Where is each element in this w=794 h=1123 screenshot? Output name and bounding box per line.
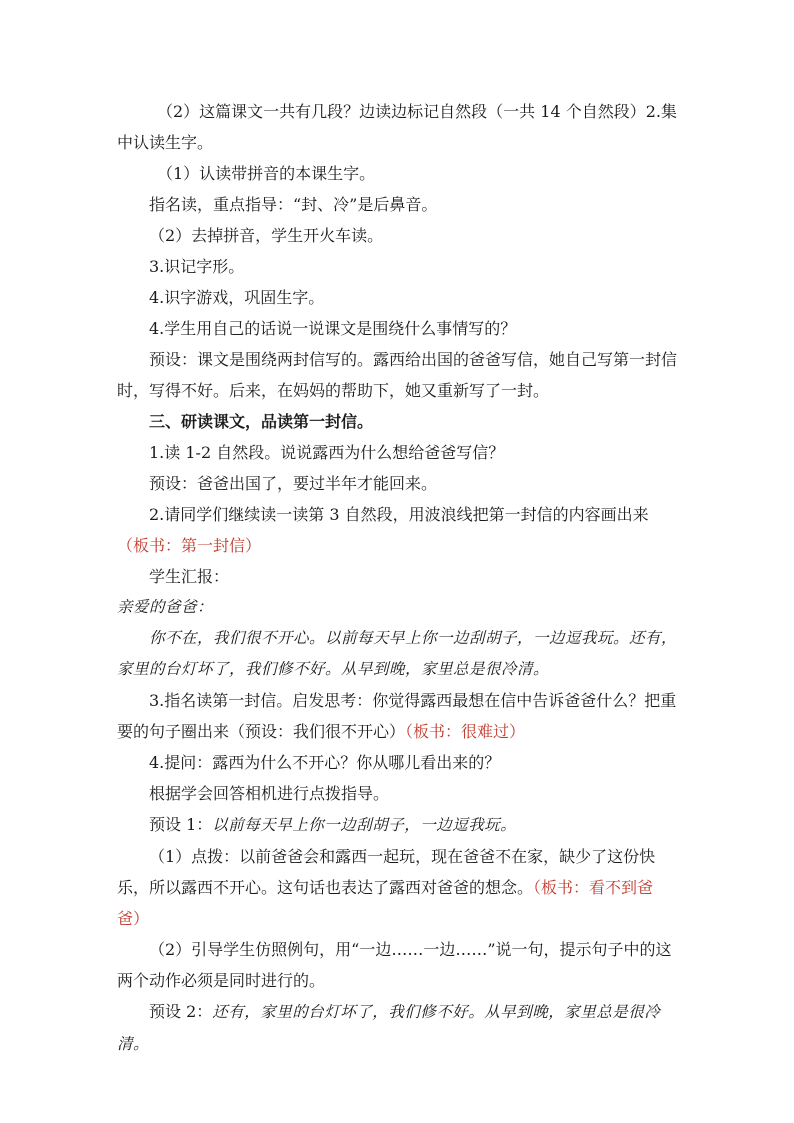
paragraph-text: 1.读 1-2 自然段。说说露西为什么想给爸爸写信？ bbox=[149, 443, 505, 462]
paragraph-text: （2）去掉拼音，学生开火车读。 bbox=[149, 226, 384, 245]
paragraph-question-sections bbox=[117, 96, 677, 158]
letter-body bbox=[117, 623, 677, 685]
paragraph-preset-two-letters bbox=[117, 344, 677, 406]
paragraph-text: 预设 1： bbox=[149, 815, 213, 834]
paragraph-text: 4.学生用自己的话说一说课文是围绕什么事情写的？ bbox=[149, 319, 517, 338]
paragraph-student-report bbox=[117, 561, 677, 592]
board-note: （板书：第一封信） bbox=[117, 536, 262, 555]
paragraph-text: （2）这篇课文一共有几段？边读边标记自然段（一共 14 个自然段）2.集中认读生字。 bbox=[117, 102, 677, 152]
letter-salutation bbox=[117, 592, 677, 623]
paragraph-read-1-2 bbox=[117, 437, 677, 468]
board-note: （板书：看不到爸爸） bbox=[117, 878, 654, 928]
paragraph-text: 预设：爸爸出国了，要过半年才能回来。 bbox=[149, 474, 438, 493]
section-heading-first-letter bbox=[117, 406, 677, 437]
document-page bbox=[117, 96, 677, 1060]
paragraph-guidance-answer bbox=[117, 778, 677, 809]
paragraph-remove-pinyin bbox=[117, 220, 677, 251]
quote-text: 还有，家里的台灯坏了，我们修不好。从早到晚，家里总是很冷清。 bbox=[117, 1003, 661, 1053]
paragraph-question-unhappy bbox=[117, 747, 677, 778]
paragraph-text: 预设 2： bbox=[149, 1002, 213, 1021]
board-note: （板书：很难过） bbox=[405, 722, 526, 741]
paragraph-text: （2）引导学生仿照例句，用“一边……一边……”说一句，提示句子中的这两个动作必须是同时进行的。 bbox=[117, 940, 672, 990]
heading-text: 三、研读课文，品读第一封信。 bbox=[149, 412, 374, 431]
letter-text: 你不在，我们很不开心。以前每天早上你一边刮胡子，一边逗我玩。还有，家里的台灯坏了，我们修不好。从早到晚，家里总是很冷清。 bbox=[117, 629, 678, 678]
paragraph-guidance bbox=[117, 189, 677, 220]
paragraph-text: （1）认读带拼音的本课生字。 bbox=[157, 164, 376, 183]
paragraph-imitate-sentence bbox=[117, 934, 677, 996]
paragraph-point-out bbox=[117, 841, 677, 934]
paragraph-preset-1 bbox=[117, 809, 677, 841]
paragraph-text: 根据学会回答相机进行点拨指导。 bbox=[149, 784, 390, 803]
paragraph-text: 3.识记字形。 bbox=[149, 257, 245, 276]
paragraph-own-words bbox=[117, 313, 677, 344]
paragraph-text: 2.请同学们继续读一读第 3 自然段，用波浪线把第一封信的内容画出来 bbox=[149, 505, 649, 524]
letter-text: 亲爱的爸爸： bbox=[117, 598, 214, 616]
paragraph-text: 预设：课文是围绕两封信写的。露西给出国的爸爸写信，她自己写第一封信时，写得不好。后来，在妈妈的帮助下，她又重新写了一封。 bbox=[117, 350, 678, 400]
paragraph-preset-abroad bbox=[117, 468, 677, 499]
paragraph-read-first-letter bbox=[117, 685, 677, 747]
paragraph-character-shape bbox=[117, 251, 677, 282]
paragraph-text: 学生汇报： bbox=[149, 567, 230, 586]
paragraph-read-pinyin bbox=[117, 158, 677, 189]
paragraph-text: 3.指名读第一封信。启发思考：你觉得露西最想在信中告诉爸爸什么？把重要的句子圈出来（预设：我们很不开心） bbox=[117, 691, 677, 741]
paragraph-text: 指名读，重点指导：“封、冷”是后鼻音。 bbox=[149, 195, 438, 214]
paragraph-read-section-3 bbox=[117, 499, 677, 561]
paragraph-text: 4.识字游戏，巩固生字。 bbox=[149, 288, 325, 307]
quote-text: 以前每天早上你一边刮胡子，一边逗我玩。 bbox=[212, 816, 517, 834]
paragraph-text: 4.提问：露西为什么不开心？你从哪儿看出来的？ bbox=[149, 753, 501, 772]
paragraph-character-game bbox=[117, 282, 677, 313]
paragraph-preset-2 bbox=[117, 996, 677, 1060]
paragraph-text: （1）点拨：以前爸爸会和露西一起玩，现在爸爸不在家，缺少了这份快乐，所以露西不开心。这句话也表达了露西对爸爸的想念。 bbox=[117, 847, 656, 897]
